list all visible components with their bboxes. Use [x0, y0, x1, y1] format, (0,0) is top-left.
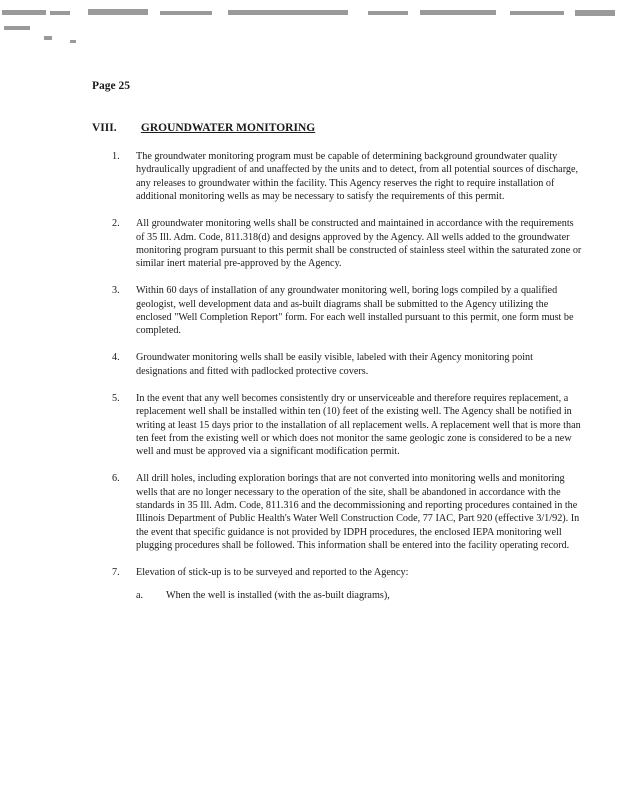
numbered-list	[112, 150, 582, 602]
item-number: 7.	[112, 567, 120, 579]
list-item	[112, 217, 582, 271]
item-text: Within 60 days of installation of any groundwater monitoring well, boring logs compiled by a qualified geologist, well development data and as-built diagrams shall be submitted to the Agency utilizing the enclosed "Well Completion Report" form. For each well installed pursuant to this permit, one form must be completed.	[136, 285, 574, 337]
item-text: The groundwater monitoring program must be capable of determining background groundwater quality hydraulically upgradient of and unaffected by the units and to detect, from all potential sources of discharge, any releases to groundwater within the facility. This Agency reserves the right to require installation of additional monitoring wells as may be necessary to satisfy the requirements of this permit.	[136, 151, 579, 203]
list-item	[112, 150, 582, 204]
item-text: All drill holes, including exploration borings that are not converted into monitoring wells and monitoring wells that are no longer necessary to the operation of the site, shall be abandoned in accordance with the standards in 35 Ill. Adm. Code, 811.316 and the decommissioning and reporting procedures contained in the Illinois Department of Public Health's Water Well Construction Code, 77 IAC, Part 920 (effective 3/1/92). In the event that specific guidance is not provided by IDPH procedures, the enclosed IEPA monitoring well plugging procedures shall be followed. This information shall be entered into the facility operating record.	[136, 473, 580, 552]
item-text: In the event that any well becomes consistently dry or unserviceable and therefore requires replacement, a replacement well shall be installed within ten (10) feet of the existing well. The Agency shall be notified in writing at least 15 days prior to the installation of all replacement wells. A replacement well that is more than ten feet from the existing well or which does not monitor the same geologic zone is considered to be a new well and must be approved via a significant modification permit.	[136, 392, 581, 458]
item-text: Elevation of stick-up is to be surveyed and reported to the Agency:	[136, 567, 409, 579]
sub-list-item	[136, 589, 582, 602]
sub-item-text: When the well is installed (with the as-built diagrams),	[166, 590, 390, 602]
list-item	[112, 472, 582, 552]
list-item	[112, 351, 582, 378]
item-number: 2.	[112, 218, 120, 230]
item-text: All groundwater monitoring wells shall be constructed and maintained in accordance with the requirements of 35 Ill. Adm. Code, 811.318(d) and designs approved by the Agency. All wells added to the groundwater monitoring program pursuant to this permit shall be constructed of stainless steel within the saturated zone or similar inert material pre-approved by the Agency.	[136, 218, 582, 270]
list-item	[112, 284, 582, 338]
sub-item-letter: a.	[136, 590, 144, 602]
item-number: 3.	[112, 285, 120, 297]
page-number: Page 25	[92, 80, 131, 92]
item-number: 6.	[112, 473, 120, 485]
item-number: 1.	[112, 151, 120, 162]
section-number: VIII.	[92, 122, 117, 134]
item-number: 5.	[112, 392, 120, 404]
section-title: GROUNDWATER MONITORING	[140, 122, 316, 134]
item-text: Groundwater monitoring wells shall be easily visible, labeled with their Agency monitoring point designations and fitted with padlocked protective covers.	[136, 352, 533, 377]
list-item	[112, 566, 582, 579]
item-number: 4.	[112, 352, 120, 364]
scan-artifact-header	[0, 0, 618, 60]
section-heading	[92, 122, 582, 134]
list-item	[112, 392, 582, 459]
